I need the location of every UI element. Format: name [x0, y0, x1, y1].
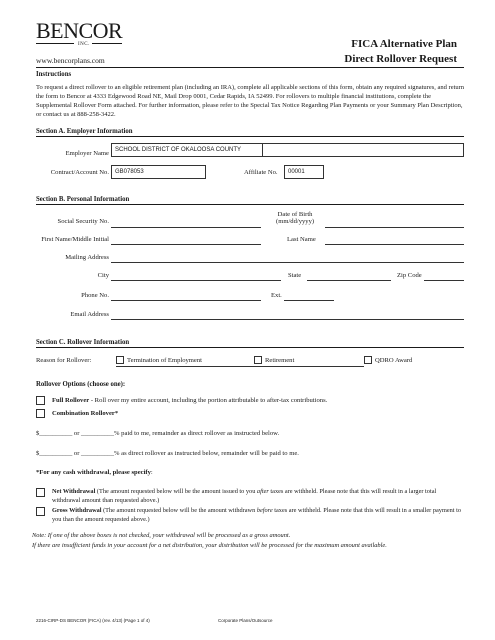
phone-input[interactable] [111, 300, 261, 301]
contract-account-field[interactable]: GB078053 [111, 165, 206, 179]
net-withdrawal-text [52, 488, 464, 505]
employer-name-label: Employer Name [65, 150, 109, 157]
combo-option-line2[interactable]: $__________ or __________% as direct rollover as instructed below, remainder will be paid to me. [36, 450, 299, 457]
gross-withdrawal-checkbox[interactable] [36, 507, 45, 516]
full-rollover-checkbox[interactable] [36, 396, 45, 405]
retirement-underline [254, 366, 364, 367]
gross-withdrawal-emphasis: before [256, 507, 273, 514]
combo-option-line1[interactable]: $__________ or __________% paid to me, remainder as direct rollover as instructed below. [36, 430, 280, 437]
termination-label: Termination of Employment [127, 357, 202, 364]
logo-rule-right [92, 43, 122, 44]
mailing-address-label: Mailing Address [65, 254, 109, 261]
full-rollover-label [52, 397, 327, 404]
full-rollover-desc: - Roll over my entire account, including the portion attributable to after-tax contributions. [89, 397, 328, 404]
first-name-input[interactable] [111, 244, 261, 245]
section-b-divider [36, 204, 464, 205]
website-link[interactable]: www.bencorplans.com [36, 56, 105, 65]
last-name-input[interactable] [325, 244, 464, 245]
dob-input[interactable] [325, 227, 464, 228]
gross-withdrawal-text [52, 507, 464, 524]
last-name-label: Last Name [287, 236, 316, 243]
full-rollover-title: Full Rollover [52, 397, 90, 404]
retirement-checkbox[interactable] [254, 356, 262, 364]
retirement-label: Retirement [265, 357, 295, 364]
ext-input[interactable] [284, 300, 334, 301]
note-line2: If there are insufficient funds in your account for a net distribution, your distribution will be processed for the maximum amount available. [32, 542, 387, 549]
note-line1: Note: If one of the above boxes is not checked, your withdrawal will be processed as a gross amount. [32, 532, 291, 539]
phone-label: Phone No. [81, 292, 109, 299]
ssn-label: Social Security No. [57, 218, 109, 225]
header-divider [36, 67, 464, 68]
cash-withdrawal-heading [36, 469, 153, 476]
section-c-heading: Section C. Rollover Information [36, 339, 130, 346]
employer-name-field-extension[interactable] [263, 143, 464, 157]
footer-category: Corporate Plans/Outsource [218, 618, 273, 623]
section-b-heading: Section B. Personal Information [36, 196, 130, 203]
dob-label [276, 211, 314, 225]
affiliate-label: Affiliate No. [244, 169, 278, 176]
cash-withdrawal-colon: : [150, 469, 153, 476]
net-withdrawal-desc-1: (The amount requested below will be the amount issued to you [95, 488, 257, 495]
first-name-label: First Name/Middle Initial [41, 236, 109, 243]
zip-input[interactable] [424, 280, 464, 281]
city-label: City [97, 272, 109, 279]
state-label: State [288, 272, 302, 279]
combination-rollover-label [52, 410, 118, 417]
logo-inc: INC. [78, 42, 90, 47]
termination-underline [116, 366, 254, 367]
termination-checkbox[interactable] [116, 356, 124, 364]
net-withdrawal-emphasis: after [256, 488, 269, 495]
employer-name-field[interactable]: SCHOOL DISTRICT OF OKALOOSA COUNTY [111, 143, 263, 157]
logo-rule-left [36, 43, 74, 44]
reason-label: Reason for Rollover: [36, 357, 92, 364]
qdro-label: QDRO Award [375, 357, 413, 364]
section-c-divider [36, 347, 464, 348]
combination-rollover-checkbox[interactable] [36, 409, 45, 418]
rollover-options-heading: Rollover Options (choose one): [36, 381, 126, 388]
instructions-text: To request a direct rollover to an eligible retirement plan (including an IRA), complete all applicable sections of this form, obtain any required signatures, and return the form to Bencor at 4333 Edgewood Road NE, Mail Drop 0001, Cedar Rapids, IA 52499. For rollovers to multiple financial institutions, complete the Supplemental Rollover Form attached. For further information, please refer to the Special Tax Notice Regarding Plan Payments or your Summary Plan Description, or contact us at 888-258-3422. [36, 84, 465, 118]
net-withdrawal-title: Net Withdrawal [52, 488, 96, 495]
net-withdrawal-desc-2: taxes are withheld. Please note that this will result in a larger total withdrawal amount than requested above.) [52, 488, 437, 504]
city-input[interactable] [111, 280, 281, 281]
gross-withdrawal-desc-1: (The amount requested below will be the amount withdrawn [101, 507, 257, 514]
instructions-heading: Instructions [36, 71, 72, 78]
ext-label: Ext. [271, 292, 282, 299]
footer-form-id: 2216-CIRP-DS BENCOR (FICA) (rev. 4/13) (Page 1 of 4) [36, 618, 150, 623]
combination-rollover-title: Combination Rollover* [52, 410, 119, 417]
zip-label: Zip Code [397, 272, 422, 279]
section-a-divider [36, 136, 464, 137]
email-label: Email Address [70, 311, 109, 318]
gross-withdrawal-title: Gross Withdrawal [52, 507, 102, 514]
qdro-checkbox[interactable] [364, 356, 372, 364]
ssn-input[interactable] [111, 227, 261, 228]
section-a-heading: Section A. Employer Information [36, 128, 133, 135]
cash-withdrawal-title: *For any cash withdrawal, please specify [36, 469, 151, 476]
dob-label-line2: (mm/dd/yyyy) [276, 218, 315, 225]
gross-withdrawal-desc-2: taxes are withheld. Please note that this will result in a smaller payment to you than the amount requested above.) [52, 507, 462, 523]
form-title-line2: Direct Rollover Request [344, 53, 457, 65]
affiliate-field[interactable]: 00001 [284, 165, 324, 179]
net-withdrawal-checkbox[interactable] [36, 488, 45, 497]
bencor-logo: BENCOR [36, 18, 123, 43]
email-input[interactable] [111, 319, 464, 320]
mailing-address-input[interactable] [111, 262, 464, 263]
form-title-line1: FICA Alternative Plan [351, 38, 457, 50]
state-input[interactable] [307, 280, 391, 281]
contract-account-label: Contract/Account No. [50, 169, 109, 176]
dob-label-line1: Date of Birth [277, 211, 313, 218]
